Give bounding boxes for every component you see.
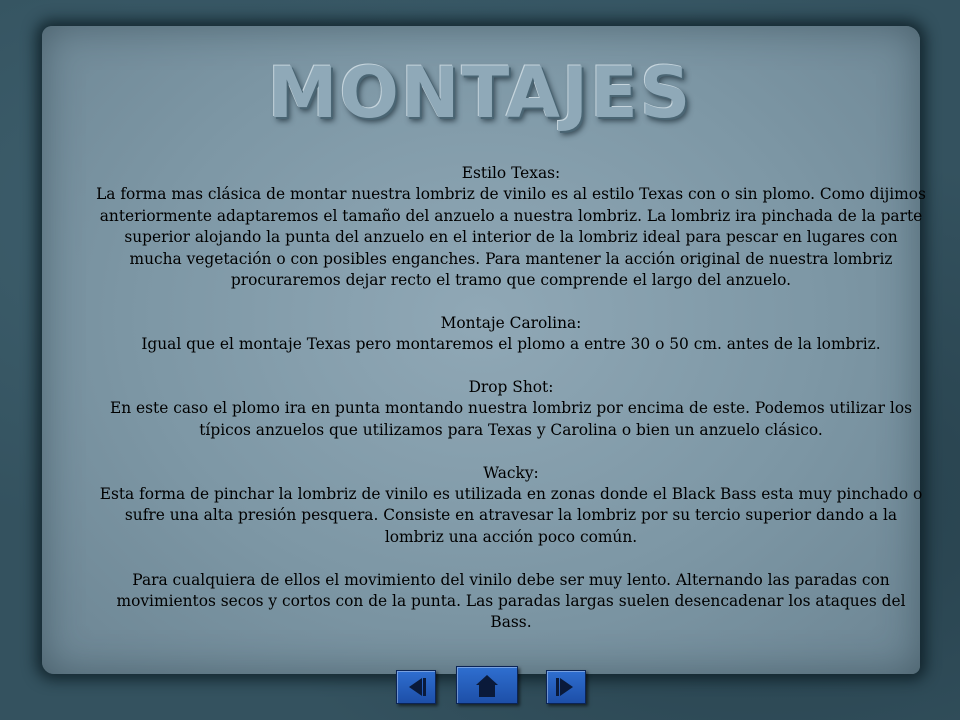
slide-title: MONTAJES <box>267 52 693 134</box>
section-heading-dropshot: Drop Shot: <box>468 378 554 397</box>
home-icon <box>457 667 517 703</box>
section-body-texas: La forma mas clásica de montar nuestra lombriz de vinilo es al estilo Texas con o sin plomo. Como dijimos anteriormente adaptaremos el tamaño del anzuelo a nuestra lombriz. La lombriz ira pinchada de la parte superior alojando la punta del anzuelo en el interior de la lombriz ideal para pescar en lugares con mucha vegetación o con posibles enganches. Para mantener la acción original de nuestra lombriz procuraremos dejar recto el tramo que comprende el largo del anzuelo. <box>96 185 926 290</box>
next-arrow-icon <box>547 671 585 703</box>
section-heading-wacky: Wacky: <box>483 463 539 482</box>
section-body-carolina: Igual que el montaje Texas pero montaremos el plomo a entre 30 o 50 cm. antes de la lombriz. <box>141 335 881 354</box>
section-heading-texas: Estilo Texas: <box>461 164 561 182</box>
next-button[interactable] <box>546 670 586 704</box>
section-heading-carolina: Montaje Carolina: <box>440 313 582 332</box>
previous-button[interactable] <box>396 670 436 704</box>
previous-arrow-icon <box>397 671 435 703</box>
closing-paragraph: Para cualquiera de ellos el movimiento del vinilo debe ser muy lento. Alternando las paradas con movimientos secos y cortos con de la punta. Las paradas largas suelen desencadenar los ataques del Bass. <box>116 570 906 632</box>
section-body-dropshot: En este caso el plomo ira en punta montando nuestra lombriz por encima de este. Podemos utilizar los típicos anzuelos que utilizamos para Texas y Carolina o bien un anzuelo clásico. <box>109 399 913 439</box>
slide-content <box>96 163 926 634</box>
home-button[interactable] <box>456 666 518 704</box>
section-body-wacky: Esta forma de pinchar la lombriz de vinilo es utilizada en zonas donde el Black Bass esta muy pinchado o sufre una alta presión pesquera. Consiste en atravesar la lombriz por su tercio superior dando a la lombriz una acción poco común. <box>99 485 923 546</box>
